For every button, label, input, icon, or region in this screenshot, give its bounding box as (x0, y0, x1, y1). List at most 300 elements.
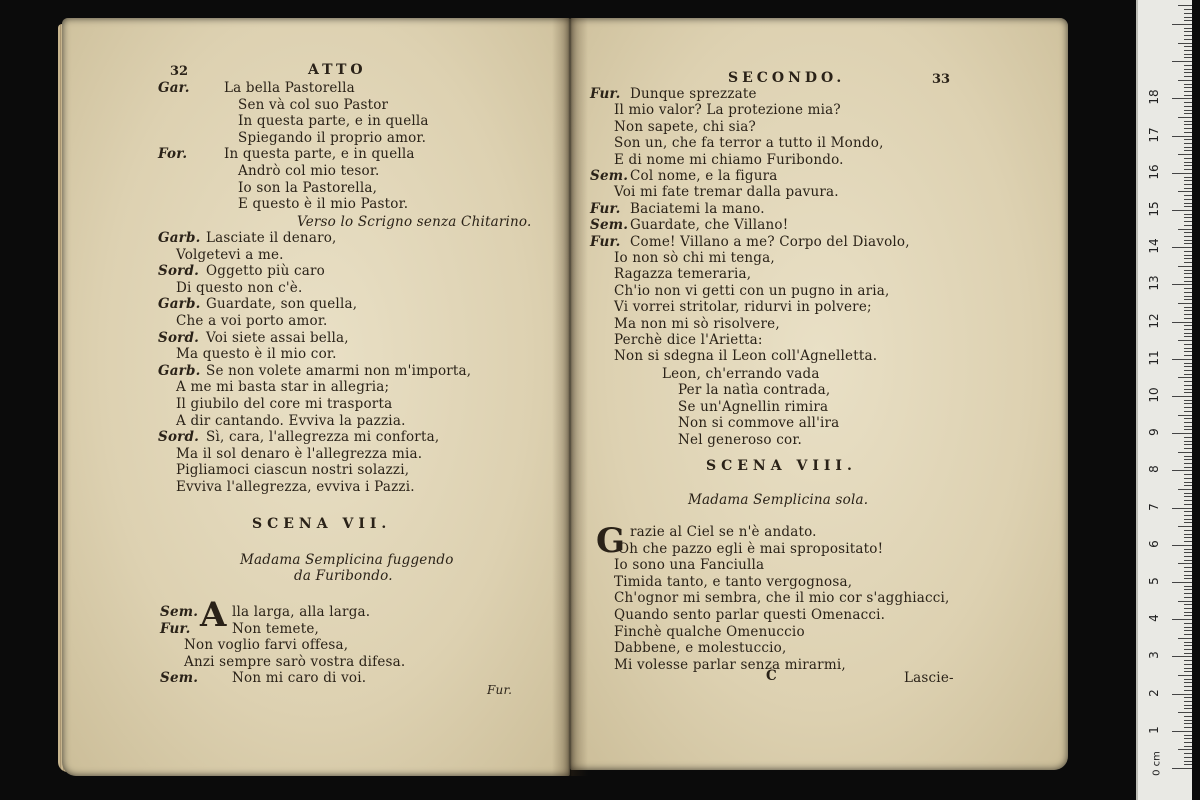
ruler-tick (1178, 712, 1192, 713)
ruler-tick (1172, 545, 1192, 546)
ruler-tick (1184, 519, 1192, 520)
ruler-tick (1172, 61, 1192, 62)
ruler-tick (1178, 638, 1192, 639)
verse-line: Non si sdegna il Leon coll'Agnelletta. (614, 348, 878, 365)
verse-line: Quando sento parlar questi Omenacci. (614, 607, 886, 623)
ruler-tick (1184, 459, 1192, 460)
ruler-tick (1184, 556, 1192, 557)
ruler-tick (1172, 470, 1192, 471)
ruler-tick (1184, 456, 1192, 457)
speaker-label: Garb. (158, 296, 201, 313)
verse-line: Ma questo è il mio cor. (176, 346, 337, 363)
ruler-tick (1184, 549, 1192, 550)
speaker-label: Garb. (158, 362, 201, 379)
ruler-tick (1184, 586, 1192, 587)
ruler-tick (1184, 57, 1192, 58)
ruler-tick (1184, 407, 1192, 408)
ruler-tick (1178, 526, 1192, 527)
left-page (62, 18, 570, 776)
ruler-tick (1178, 749, 1192, 750)
ruler-tick (1178, 452, 1192, 453)
ruler-tick (1184, 348, 1192, 349)
verse-line: A me mi basta star in allegria; (176, 379, 390, 396)
ruler-tick (1178, 303, 1192, 304)
ruler-tick (1184, 474, 1192, 475)
ruler-tick (1172, 768, 1192, 769)
ruler-tick (1184, 87, 1192, 88)
verse-line: Oh che pazzo egli è mai spropositato! (618, 540, 884, 557)
verse-line: Oggetto più caro (206, 263, 325, 280)
speaker-label: Garb. (158, 230, 201, 246)
ruler-tick (1184, 199, 1192, 200)
ruler-tick (1184, 307, 1192, 308)
ruler-tick (1178, 601, 1192, 602)
ruler-tick (1184, 589, 1192, 590)
verse-line: Se un'Agnellin rimira (678, 398, 829, 415)
speaker-label: Sem. (160, 604, 199, 620)
ruler-tick (1184, 50, 1192, 51)
ruler-tick (1184, 478, 1192, 479)
ruler-tick (1184, 716, 1192, 717)
speaker-label: Sord. (158, 429, 200, 446)
ruler-tick (1184, 128, 1192, 129)
ruler-tick (1184, 552, 1192, 553)
ruler-tick (1184, 217, 1192, 218)
ruler-tick (1184, 392, 1192, 393)
ruler-tick (1172, 24, 1192, 25)
ruler-tick (1184, 530, 1192, 531)
verse-line: In questa parte, e in quella (224, 146, 415, 163)
ruler-tick (1178, 154, 1192, 155)
ruler-tick (1184, 604, 1192, 605)
speaker-label: Sord. (158, 263, 200, 280)
ruler-number: 7 (1147, 502, 1161, 511)
ruler-tick (1184, 113, 1192, 114)
ruler-number: 18 (1147, 89, 1161, 106)
ruler-tick (1184, 441, 1192, 442)
ruler-tick (1184, 232, 1192, 233)
verse-line: razie al Ciel se n'è andato. (630, 524, 817, 540)
verse-line: Dabbene, e molestuccio, (614, 640, 787, 657)
scene-direction: Madama Semplicina sola. (688, 492, 869, 508)
verse-line: Ch'io non vi getti con un pugno in aria, (614, 282, 890, 299)
verse-line: Timida tanto, e tanto vergognosa, (614, 573, 853, 590)
ruler-tick (1184, 236, 1192, 237)
verse-line: Finchè qualche Omenuccio (614, 623, 805, 640)
verse-line: A dir cantando. Evviva la pazzia. (176, 412, 406, 429)
ruler-tick (1172, 582, 1192, 583)
ruler-tick (1184, 496, 1192, 497)
verse-line: Volgetevi a me. (176, 246, 284, 263)
ruler-tick (1184, 723, 1192, 724)
ruler-tick (1184, 597, 1192, 598)
verse-line: Guardate, che Villano! (630, 217, 789, 234)
verse-line: Non mi caro di voi. (232, 670, 367, 687)
ruler-tick (1184, 124, 1192, 125)
ruler-tick (1184, 262, 1192, 263)
scene-direction-line-1: Madama Semplicina fuggendo (240, 552, 454, 568)
ruler-tick (1184, 106, 1192, 107)
ruler-tick (1184, 17, 1192, 18)
ruler-tick (1184, 65, 1192, 66)
verse-line: E questo è il mio Pastor. (238, 196, 409, 213)
right-running-head: SECONDO. (728, 70, 846, 86)
ruler-tick (1184, 389, 1192, 390)
ruler-tick (1184, 437, 1192, 438)
verse-line: Che a voi porto amor. (176, 313, 328, 329)
speaker-label: Fur. (160, 620, 191, 637)
ruler-tick (1184, 738, 1192, 739)
ruler-tick (1184, 195, 1192, 196)
ruler-number: 8 (1147, 465, 1161, 474)
ruler-number: 15 (1147, 201, 1161, 217)
ruler-tick (1178, 563, 1192, 564)
ruler-tick (1184, 385, 1192, 386)
ruler-tick (1184, 571, 1192, 572)
ruler-tick (1184, 463, 1192, 464)
ruler-tick (1184, 374, 1192, 375)
verse-line: Baciatemi la mano. (630, 200, 765, 217)
ruler-tick (1184, 132, 1192, 133)
verse-line: Lasciate il denaro, (206, 230, 337, 246)
ruler-number: 3 (1147, 651, 1161, 660)
ruler-tick (1184, 184, 1192, 185)
speaker-label: Sem. (160, 670, 199, 687)
ruler-tick (1184, 727, 1192, 728)
ruler-tick (1184, 746, 1192, 747)
verse-line: Non voglio farvi offesa, (184, 637, 349, 654)
ruler-tick (1172, 173, 1192, 174)
ruler-tick (1184, 653, 1192, 654)
ruler-tick (1184, 158, 1192, 159)
ruler-tick (1184, 139, 1192, 140)
ruler-tick (1184, 277, 1192, 278)
ruler-tick (1184, 623, 1192, 624)
ruler-tick (1184, 121, 1192, 122)
ruler-tick (1172, 359, 1192, 360)
ruler-tick (1184, 627, 1192, 628)
ruler-tick (1172, 433, 1192, 434)
verse-line: Non temete, (232, 620, 320, 637)
ruler-number: 1 (1147, 725, 1161, 734)
ruler-tick (1184, 757, 1192, 758)
verse-line: Perchè dice l'Arietta: (614, 332, 763, 348)
ruler-tick (1184, 162, 1192, 163)
verse-line: Sen và col suo Pastor (238, 96, 389, 113)
ruler-tick (1184, 95, 1192, 96)
ruler-number: 9 (1147, 428, 1161, 437)
ruler-tick (1172, 136, 1192, 137)
ruler-tick (1184, 35, 1192, 36)
ruler-tick (1184, 165, 1192, 166)
ruler-tick (1184, 608, 1192, 609)
ruler-tick (1184, 251, 1192, 252)
speaker-label: Fur. (590, 86, 621, 102)
verse-line: Sì, cara, l'allegrezza mi conforta, (206, 429, 440, 446)
ruler-tick (1184, 493, 1192, 494)
ruler-tick (1184, 612, 1192, 613)
ruler-tick (1178, 191, 1192, 192)
ruler-tick (1172, 284, 1192, 285)
verse-line: Di questo non c'è. (176, 279, 303, 296)
ruler-tick (1184, 46, 1192, 47)
ruler-tick (1184, 381, 1192, 382)
ruler-tick (1184, 764, 1192, 765)
ruler-tick (1184, 84, 1192, 85)
ruler-tick (1184, 682, 1192, 683)
scene-heading-viii: SCENA VIII. (706, 458, 857, 474)
verse-line: Evviva l'allegrezza, evviva i Pazzi. (176, 479, 415, 495)
ruler-tick (1184, 221, 1192, 222)
right-catchword: Lascie- (904, 670, 954, 686)
ruler-tick (1184, 292, 1192, 293)
ruler-tick (1184, 69, 1192, 70)
ruler-number: 4 (1147, 614, 1161, 623)
ruler-tick (1184, 418, 1192, 419)
ruler-tick (1184, 537, 1192, 538)
ruler-tick (1184, 708, 1192, 709)
ruler-tick (1184, 593, 1192, 594)
ruler-tick (1184, 567, 1192, 568)
ruler-tick (1184, 630, 1192, 631)
dropcap-a: A (200, 595, 227, 635)
ruler-tick (1184, 31, 1192, 32)
ruler-tick (1184, 147, 1192, 148)
speaker-label: Sord. (158, 329, 200, 346)
verse-line: Vi vorrei stritolar, ridurvi in polvere; (614, 299, 872, 316)
verse-line: Andrò col mio tesor. (238, 163, 380, 179)
ruler-tick (1184, 110, 1192, 111)
ruler-tick (1178, 5, 1192, 6)
ruler-tick (1184, 39, 1192, 40)
verse-line: Son un, che fa terror a tutto il Mondo, (614, 135, 884, 152)
measuring-ruler (1136, 0, 1192, 800)
ruler-tick (1184, 72, 1192, 73)
left-running-head: ATTO (308, 62, 367, 78)
ruler-tick (1184, 177, 1192, 178)
ruler-tick (1184, 336, 1192, 337)
verse-line: Il giubilo del core mi trasporta (176, 396, 393, 412)
verse-line: lla larga, alla larga. (232, 604, 371, 620)
ruler-tick (1184, 243, 1192, 244)
ruler-tick (1184, 541, 1192, 542)
verse-line: Anzi sempre sarò vostra difesa. (184, 653, 406, 670)
speaker-label: Sem. (590, 168, 629, 184)
ruler-tick (1184, 20, 1192, 21)
ruler-tick (1184, 720, 1192, 721)
verse-line: Se non volete amarmi non m'importa, (206, 362, 472, 379)
speaker-label: Sem. (590, 217, 629, 234)
ruler-tick (1184, 575, 1192, 576)
ruler-tick (1184, 214, 1192, 215)
ruler-tick (1184, 422, 1192, 423)
ruler-tick (1184, 225, 1192, 226)
ruler-tick (1184, 180, 1192, 181)
ruler-tick (1184, 742, 1192, 743)
ruler-tick (1184, 329, 1192, 330)
verse-line: In questa parte, e in quella (238, 113, 429, 130)
verse-line: Non sapete, chi sia? (614, 118, 756, 135)
ruler-tick (1184, 634, 1192, 635)
ruler-tick (1184, 296, 1192, 297)
ruler-tick (1184, 355, 1192, 356)
ruler-tick (1184, 467, 1192, 468)
ruler-tick (1184, 615, 1192, 616)
ruler-tick (1178, 229, 1192, 230)
verse-line: Ma il sol denaro è l'allegrezza mia. (176, 445, 423, 462)
verse-line: Col nome, e la figura (630, 168, 778, 184)
ruler-tick (1172, 656, 1192, 657)
ruler-tick (1184, 76, 1192, 77)
ruler-tick (1184, 13, 1192, 14)
ruler-tick (1184, 206, 1192, 207)
ruler-tick (1184, 273, 1192, 274)
ruler-tick (1184, 351, 1192, 352)
ruler-tick (1184, 426, 1192, 427)
ruler-number: 11 (1147, 350, 1161, 366)
ruler-tick (1184, 522, 1192, 523)
verse-line: Pigliamoci ciascun nostri solazzi, (176, 462, 410, 479)
verse-line: Io non sò chi mi tenga, (614, 250, 775, 266)
ruler-tick (1178, 675, 1192, 676)
verse-line: Io son la Pastorella, (238, 179, 378, 196)
ruler-tick (1184, 534, 1192, 535)
ruler-tick (1184, 578, 1192, 579)
ruler-number: 10 (1147, 387, 1161, 403)
ruler-tick (1184, 500, 1192, 501)
ruler-number: 16 (1147, 164, 1161, 180)
verse-line: Ragazza temeraria, (614, 266, 752, 283)
ruler-tick (1184, 150, 1192, 151)
ruler-tick (1184, 664, 1192, 665)
dropcap-g: G (596, 521, 626, 561)
right-page (570, 18, 1068, 770)
verse-line: Dunque sprezzate (630, 86, 757, 102)
ruler-tick (1172, 210, 1192, 211)
speaker-label: Gar. (158, 80, 190, 96)
right-page-number: 33 (932, 72, 951, 87)
ruler-tick (1184, 363, 1192, 364)
ruler-tick (1178, 340, 1192, 341)
verse-line: Voi siete assai bella, (206, 329, 349, 346)
ruler-tick (1184, 169, 1192, 170)
ruler-tick (1184, 735, 1192, 736)
ruler-tick (1184, 668, 1192, 669)
verse-line: Spiegando il proprio amor. (238, 129, 427, 146)
verse-line: Il mio valor? La protezione mia? (614, 102, 841, 119)
ruler-tick (1184, 54, 1192, 55)
ruler-tick (1184, 281, 1192, 282)
ruler-tick (1184, 642, 1192, 643)
ruler-number: 13 (1147, 275, 1161, 292)
ruler-tick (1184, 400, 1192, 401)
ruler-tick (1178, 415, 1192, 416)
ruler-tick (1184, 679, 1192, 680)
ruler-tick (1184, 299, 1192, 300)
verse-line: Guardate, son quella, (206, 296, 358, 313)
ruler-tick (1184, 697, 1192, 698)
ruler-tick (1184, 560, 1192, 561)
ruler-tick (1184, 448, 1192, 449)
ruler-tick (1184, 645, 1192, 646)
ruler-tick (1184, 705, 1192, 706)
ruler-tick (1184, 318, 1192, 319)
verse-line: Io sono una Fanciulla (614, 557, 765, 574)
ruler-tick (1184, 515, 1192, 516)
verse-line: Per la natìa contrada, (678, 382, 831, 399)
ruler-tick (1184, 255, 1192, 256)
left-page-number: 32 (170, 64, 189, 79)
ruler-tick (1184, 649, 1192, 650)
ruler-tick (1178, 377, 1192, 378)
ruler-tick (1172, 322, 1192, 323)
ruler-tick (1184, 333, 1192, 334)
ruler-tick (1178, 43, 1192, 44)
speaker-label: For. (158, 146, 188, 163)
ruler-tick (1172, 396, 1192, 397)
ruler-tick (1184, 761, 1192, 762)
ruler-tick (1184, 203, 1192, 204)
ruler-tick (1184, 258, 1192, 259)
speaker-label: Fur. (590, 233, 621, 250)
left-catchword: Fur. (487, 683, 513, 697)
ruler-tick (1184, 511, 1192, 512)
verse-line: Come! Villano a me? Corpo del Diavolo, (630, 233, 910, 250)
ruler-tick (1178, 266, 1192, 267)
ruler-tick (1184, 411, 1192, 412)
ruler-number: 6 (1147, 539, 1161, 548)
verse-line: La bella Pastorella (224, 80, 355, 96)
ruler-tick (1178, 489, 1192, 490)
ruler-tick (1184, 485, 1192, 486)
ruler-tick (1184, 344, 1192, 345)
ruler-tick (1184, 482, 1192, 483)
ruler-tick (1184, 370, 1192, 371)
signature-mark: C (766, 668, 777, 684)
ruler-tick (1178, 117, 1192, 118)
ruler-tick (1184, 403, 1192, 404)
ruler-tick (1178, 80, 1192, 81)
ruler-tick (1184, 701, 1192, 702)
ruler-tick (1184, 270, 1192, 271)
ruler-tick (1184, 444, 1192, 445)
scene-direction-line-2: da Furibondo. (294, 568, 393, 584)
verse-line: Leon, ch'errando vada (662, 366, 820, 382)
ruler-tick (1184, 686, 1192, 687)
verse-line: Ch'ognor mi sembra, che il mio cor s'agghiacci, (614, 590, 950, 607)
ruler-tick (1184, 102, 1192, 103)
ruler-number: 2 (1147, 688, 1161, 697)
ruler-number: 5 (1147, 577, 1161, 585)
stage-direction: Verso lo Scrigno senza Chitarino. (297, 214, 532, 230)
ruler-tick (1172, 98, 1192, 99)
ruler-tick (1184, 91, 1192, 92)
verse-line: Mi volesse parlar senza mirarmi, (614, 656, 846, 673)
ruler-tick (1184, 690, 1192, 691)
ruler-tick (1184, 288, 1192, 289)
verse-line: Non si commove all'ira (678, 415, 840, 432)
ruler-tick (1184, 504, 1192, 505)
ruler-tick (1184, 753, 1192, 754)
ruler-number: 12 (1147, 312, 1161, 329)
ruler-zero-label: 0 cm (1151, 751, 1163, 776)
verse-line: Voi mi fate tremar dalla pavura. (614, 184, 839, 201)
ruler-tick (1184, 28, 1192, 29)
ruler-number: 17 (1147, 126, 1161, 143)
ruler-tick (1172, 247, 1192, 248)
ruler-tick (1184, 325, 1192, 326)
ruler-tick (1184, 240, 1192, 241)
